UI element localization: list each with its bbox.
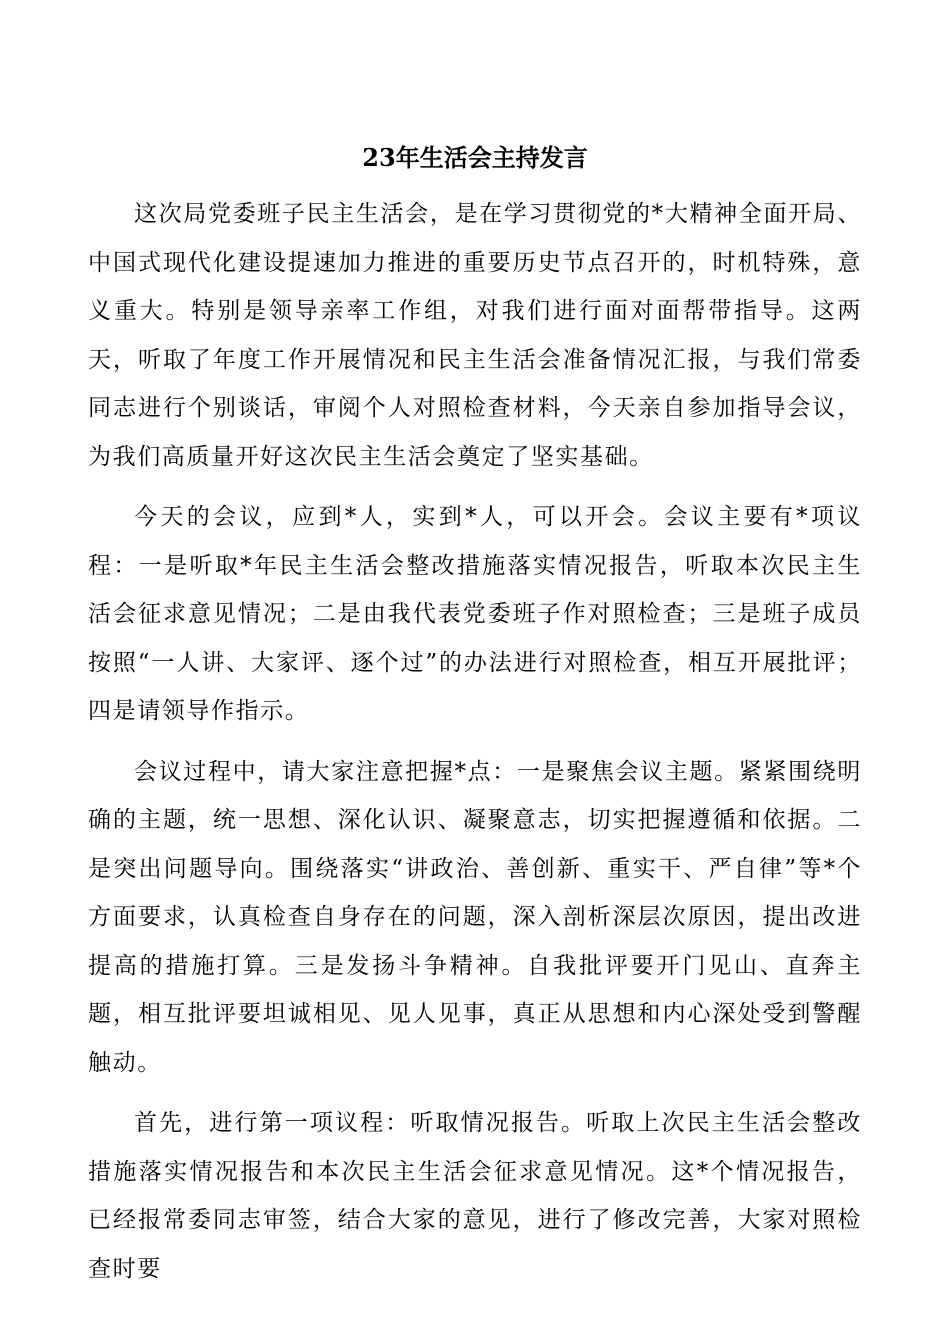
paragraph-3: 会议过程中，请大家注意把握*点：一是聚焦会议主题。紧紧围绕明确的主题，统一思想、深化认识、凝聚意志，切实把握遵循和依据。二是突出问题导向。围绕落实“讲政治、善创新、重实干、严自律”等*个方面要求，认真检查自身存在的问题，深入剖析深层次原因，提出改进提高的措施打算。三是发扬斗争精神。自我批评要开门见山、直奔主题，相互批评要坦诚相见、见人见事，真正从思想和内心深处受到警醒触动。 <box>88 758 862 1076</box>
paragraph-4: 首先，进行第一项议程：听取情况报告。听取上次民主生活会整改措施落实情况报告和本次民主生活会征求意见情况。这*个情况报告，已经报常委同志审签，结合大家的意见，进行了修改完善，大家对照检查时要 <box>88 1110 862 1282</box>
document-body <box>88 190 862 1305</box>
document-title: 23年生活会主持发言 <box>362 143 588 172</box>
paragraph-2: 今天的会议，应到*人，实到*人，可以开会。会议主要有*项议程：一是听取*年民主生活会整改措施落实情况报告，听取本次民主生活会征求意见情况；二是由我代表党委班子作对照检查；三是班子成员按照“一人讲、大家评、逐个过”的办法进行对照检查，相互开展批评；四是请领导作指示。 <box>88 504 862 724</box>
paragraph-1: 这次局党委班子民主生活会，是在学习贯彻党的*大精神全面开局、中国式现代化建设提速加力推进的重要历史节点召开的，时机特殊，意义重大。特别是领导亲率工作组，对我们进行面对面帮带指导。这两天，听取了年度工作开展情况和民主生活会准备情况汇报，与我们常委同志进行个别谈话，审阅个人对照检查材料，今天亲自参加指导会议，为我们高质量开好这次民主生活会奠定了坚实基础。 <box>88 201 862 470</box>
